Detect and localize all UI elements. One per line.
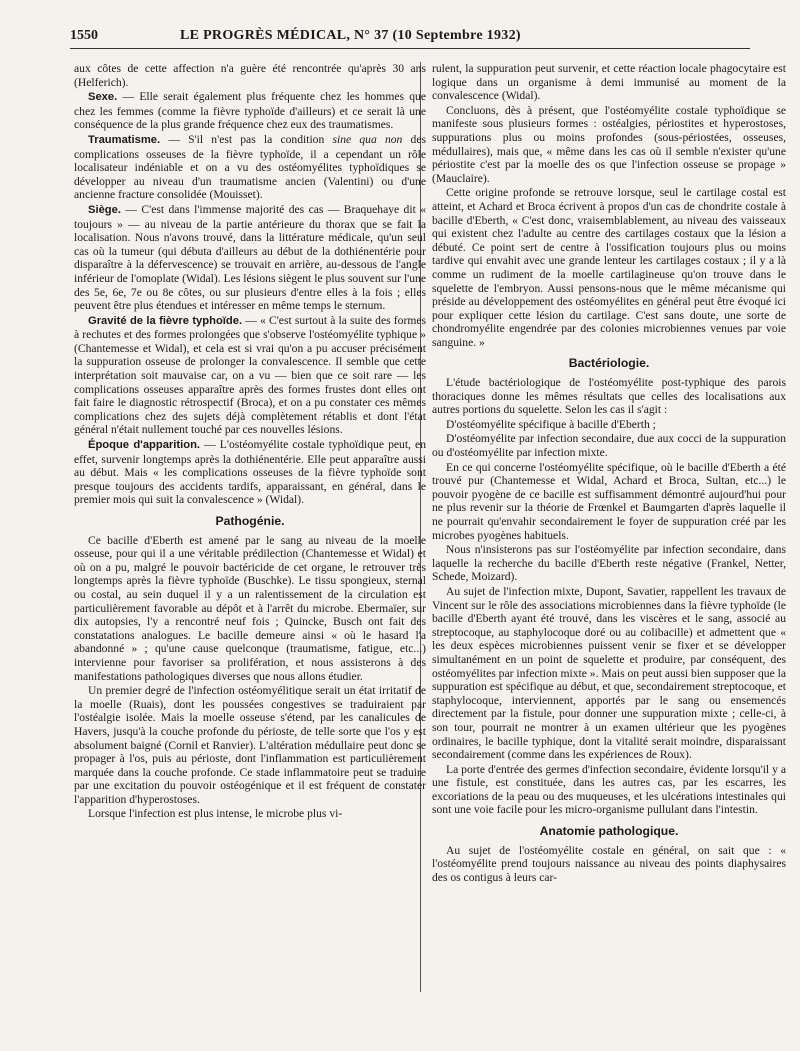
paragraph: Ce bacille d'Eberth est amené par le sang au niveau de la moelle osseuse, pour qui il a une véritable prédilection (Chantemesse et Widal) et où on a pu, malgré le pouvoir bactéricide de cet organe, le retrouver très longtemps après la fièvre typhoïde (Buschke). Le tissu spongieux, sternal ou costal, au sein duquel il y a un ralentissement de la circulation est particulièrement favorable au dépôt et à l'arrêt du microbe. Ebermaïer, sur dix autopsies, l'y a rencontré neuf fois ; Quincke, Busch ont fait des constatations analogues. Le bacille demeure ainsi « où le hasard l'a abandonné » ; qu'une cause quelconque (traumatisme, fatigue, etc...) intervienne pour favoriser sa prolifération, et nous assisterons à des manifestations pathologiques diverses que nous allons étudier.	[74, 533, 426, 683]
paragraph-text: des complications osseuses de la fièvre typhoïde, il a cependant un rôle localisateur indéniable et on a vu des ostéomyélites typhoïdiques se développer au niveau d'un traumatisme ancien (Valentini) ou d'une ancienne fracture consolidée (Mouisset).	[74, 132, 426, 202]
journal-title: LE PROGRÈS MÉDICAL, N° 37 (10 Septembre 1932)	[180, 28, 521, 43]
paragraph: rulent, la suppuration peut survenir, et cette réaction locale phagocytaire est logique dans un organisme à demi immunisé au moment de la convalescence (Widal).	[432, 62, 786, 103]
paragraph: L'étude bactériologique de l'ostéomyélite post-typhique des parois thoraciques donne les mêmes résultats que celles des localisations aux autres portions du squelette. Selon les cas il s'agit :	[432, 376, 786, 417]
list-item: D'ostéomyélite par infection secondaire, due aux cocci de la suppuration ou d'ostéomyélite par infection mixte.	[432, 432, 786, 460]
paragraph-text: — C'est dans l'immense majorité des cas — Braquehaye dit « toujours » — au niveau de la partie antérieure du thorax que se fait la localisation. Nous n'avons trouvé, dans la littérature médicale, qu'un seul cas où la tumeur (qui débuta d'ailleurs au début de la dothiénentérie pour disparaître à la défervescence) se trouvait en arrière, au-dessous de l'angle inférieur de l'omoplate (Widal). Les lésions siègent le plus souvent sur l'une des 5e, 6e, 7e ou 8e côtes, ou sur plusieurs d'entre elles à la fois ; elles peuvent être plus étendues et intéresser en même temps le sternum.	[74, 202, 426, 313]
paragraph: En ce qui concerne l'ostéomyélite spécifique, où le bacille d'Eberth a été trouvé pur (Chantemesse et Widal, Achard et Broca, Sultan, etc...) le pouvoir pyogène de ce bacille est suffisamment démontré aujourd'hui pour ne plus revenir sur la théorie de Frœnkel et Baumgarten d'après laquelle il ne pourrait qu'envahir secondairement le foyer de suppuration créé par les microbes pyogènes habituels.	[432, 460, 786, 542]
run-in-heading: Gravité de la fièvre typhoïde.	[88, 314, 243, 327]
page-header	[70, 28, 750, 50]
paragraph-text: — Elle serait également plus fréquente chez les hommes que chez les femmes (comme la fièvre typhoïde d'ailleurs) et ce serait là une conséquence de la plus grande fréquence chez eux des traumatismes.	[74, 90, 426, 132]
paragraph-traumatisme	[74, 133, 426, 202]
paragraph-epoque	[74, 438, 426, 507]
section-heading-anatomie: Anatomie pathologique.	[539, 824, 679, 839]
header-rule	[70, 48, 750, 49]
run-in-heading: Siège.	[88, 203, 121, 216]
paragraph: La porte d'entrée des germes d'infection secondaire, évidente lorsqu'il y a une fistule, est constituée, dans les autres cas, par les escarres, les excoriations de la peau ou des muqueuses, et les ulcérations intestinales qui sont une voie facile pour les micro-organisme pullulant dans l'intestin.	[432, 762, 786, 817]
paragraph: Concluons, dès à présent, que l'ostéomyélite costale typhoïdique se manifeste sous plusieurs formes : ostéalgies, périostites et hyperostoses, suppurations plus ou moins profondes (sous-périostées, osseuses, médullaires), mais que, « même dans les cas où il semble n'exister qu'une périostite c'est par la moelle des os que l'infection osseuse se propage » (Mauclaire).	[432, 103, 786, 185]
paragraph: aux côtes de cette affection n'a guère été rencontrée qu'après 30 ans (Helferich).	[74, 62, 426, 89]
run-in-heading: Époque d'apparition.	[88, 439, 201, 452]
page-number: 1550	[70, 28, 98, 43]
paragraph: Nous n'insisterons pas sur l'ostéomyélite par infection secondaire, dans laquelle la recherche du bacille d'Eberth reste négative (Frankel, Netter, Schede, Moizard).	[432, 543, 786, 584]
left-column	[74, 62, 426, 822]
paragraph-siege	[74, 203, 426, 313]
italic-text: sine qua non	[332, 132, 403, 146]
paragraph-text: — S'il n'est pas la condition	[160, 132, 333, 146]
right-column	[432, 62, 786, 885]
section-heading-bacteriologie: Bactériologie.	[568, 356, 650, 371]
run-in-heading: Sexe.	[88, 91, 118, 104]
paragraph: Cette origine profonde se retrouve lorsque, seul le cartilage costal est atteint, et Achard et Broca écrivent à propos d'un cas de chondrite costale à bacille d'Eberth, « C'est donc, vraisemblablement, au niveau des vaisseaux qui existent chez l'adulte au centre des cartilages costaux que la lésion a débuté. Ce point sert de centre à l'ossification toujours plus ou moins tardive qui envahit avec une grande lenteur les cartilages costaux ; il y a là comme un rudiment de la moelle cartilagineuse qu'on trouve dans le squelette de l'embryon. Aussi pensons-nous que le même mécanisme qui préside au développement des ostéomyélites en général peut être évoqué ici pour expliquer cette lésion du cartilage. C'est sans doute, une sorte de chondromyélite engendrée par des colonies microbiennes venues par voie sanguine. »	[432, 186, 786, 349]
run-in-heading: Traumatisme.	[88, 133, 161, 146]
paragraph-text: — L'ostéomyélite costale typhoïdique peut, en effet, survenir longtemps après la dothiénentérie. Elle peut apparaître aussi au début. Mais « les complications osseuses de la fièvre typhoïde sont presque toujours des accidents tardifs, apparaissant, en général, dans le premier mois qui suit la convalescence » (Widal).	[74, 438, 426, 507]
section-heading-pathogenie: Pathogénie.	[215, 514, 285, 528]
paragraph-text: — « C'est surtout à la suite des formes à rechutes et des formes prolongées que s'observe l'ostéomyélite typhique » (Chantemesse et Widal), et cela est si vrai qu'on a pu accuser précisément la suppuration osseuse de prolonger la convalescence. Il semble que cette interprétation soit mauvaise car, on a vu — bien que ce soit rare — les complications osseuses apparaître après des formes frustes dont elles ont fait faire le diagnostic rétrospectif (Broca), et on a pu constater ces mêmes complications chez des sujets déjà complètement rétablis et dont l'état général n'était nullement touché par ces nouvelles lésions.	[74, 313, 426, 437]
paragraph-gravite	[74, 314, 426, 437]
list-item: D'ostéomyélite spécifique à bacille d'Eberth ;	[446, 417, 656, 431]
paragraph: Au sujet de l'ostéomyélite costale en général, on sait que : « l'ostéomyélite prend toujours naissance au niveau des points diaphysaires des os contigus à leurs car-	[432, 843, 786, 884]
paragraph: Lorsque l'infection est plus intense, le microbe plus vi-	[88, 807, 343, 821]
paragraph: Au sujet de l'infection mixte, Dupont, Savatier, rappellent les travaux de Vincent sur le rôle des associations microbiennes dans la fièvre typhoïde (le bacille d'Eberth ayant été trouvé, dans les viscères et le sang, associé au streptocoque, au staphylocoque doré ou au colibacille) et admettent que « les deux espèces microbiennes puissent venir se fixer et se développer simultanément en un point de squelette et produire, par conséquent, des ostéomyélites par infection mixte ». Mais on peut aussi bien supposer que la suppuration est spécifique au début, et que, secondairement streptocoque, et staphylocoque, interviennent, apportés par le sang ou ensemencés directement par la fistule, pour donner une suppuration mixte ; celle-ci, à son tour, pourrait ne montrer à un examen ultérieur que les pyogènes ordinaires, le bacille typhique, dont la vitalité serait moindre, disparaissant secondairement (comme dans les expériences de Roux).	[432, 584, 786, 762]
paragraph-sexe	[74, 90, 426, 132]
paragraph: Un premier degré de l'infection ostéomyélitique serait un état irritatif de la moelle (Ruais), dont les poussées congestives se traduiraient par l'ostéalgie isolée. Mais la moelle osseuse s'étend, par les canalicules de Havers, jusqu'à la couche profonde du périoste, de telle sorte que l'os y est absolument baigné (Cornil et Ranvier). L'altération médullaire peut donc se propager à l'os, puis au périoste, dont l'inflammation est particulièrement marquée dans la couche profonde. Ce stade inflammatoire peut se traduire par une excitation du pouvoir ostéogénique et il est fréquent de constater l'apparition d'hyperostoses.	[74, 684, 426, 806]
